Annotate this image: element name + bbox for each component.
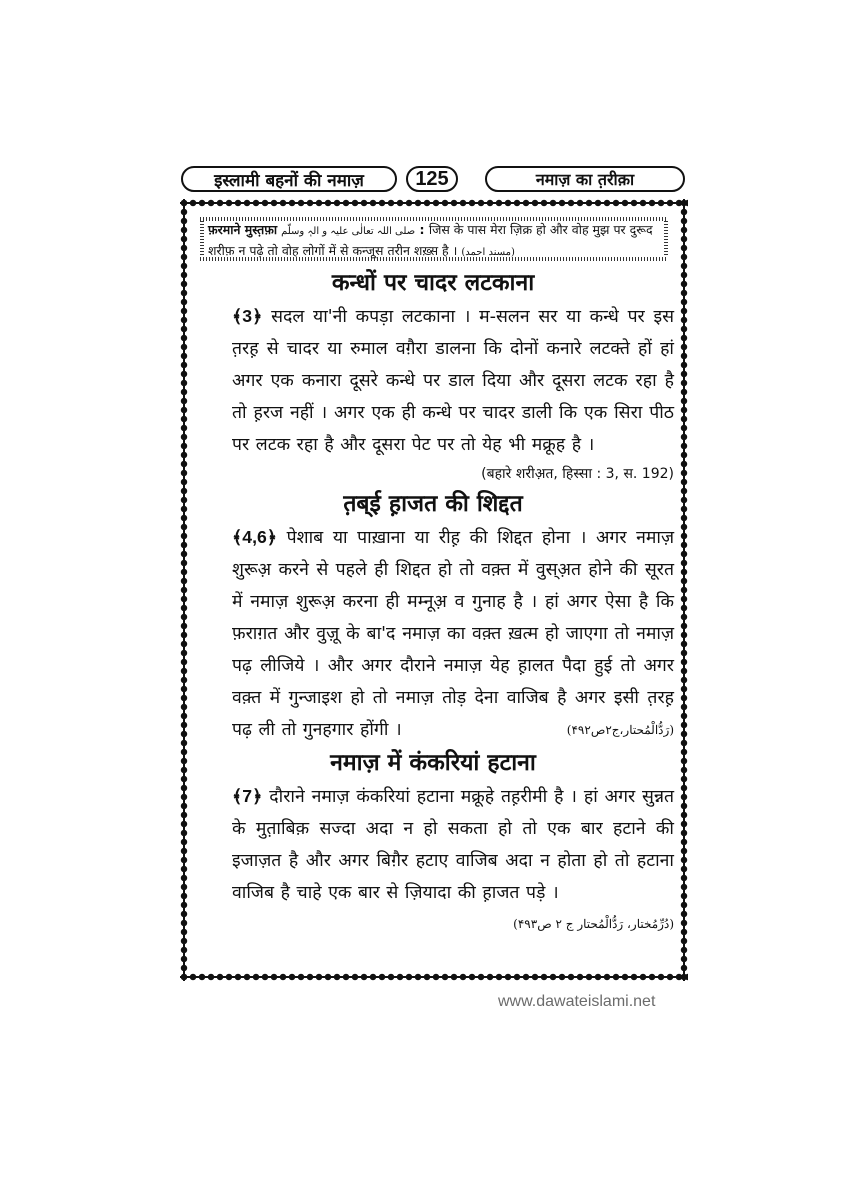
frame-bottom-border [180, 973, 688, 981]
section-paragraph [192, 300, 674, 461]
section-reference: (رَدُّالْمُحتار،ج۲ص۴۹۲) [566, 723, 674, 737]
item-marker: ﴾7﴿ [232, 786, 263, 806]
chapter-title-text: नमाज़ का त़रीक़ा [535, 170, 635, 189]
main-content [192, 266, 674, 939]
book-title-text: इस्लामी बहनों की नमाज़ [214, 170, 364, 191]
hadith-source: (مسند احمد) [461, 247, 515, 258]
section-reference: (बहारे शरीअ़त, हिस्सा : 3, स. 192) [481, 466, 674, 482]
hadith-text: जिस के पास मेरा ज़िक्र हो और वोह मुझ पर दुरूद शरीफ़ न पढ़े तो वोह लोगों में से कन्जूस तरीन शख़्स है । [208, 222, 653, 258]
chapter-title [485, 166, 685, 192]
hadith-label: फ़रमाने मुस्त़फ़ा [208, 222, 278, 237]
paragraph-text: पेशाब या पाख़ाना या रीह़ की शिद्दत होना । अगर नमाज़ शुरूअ़ करने से पहले ही शिद्दत हो तो वक़्त में वुस्अ़त होने की सूरत में नमाज़ शुरूअ़ करना ही मम्नूअ़ व गुनाह है । हां अगर ऐसा है कि फ़राग़त और वुज़ू के बा'द नमाज़ का वक़्त ख़त्म हो जाएगा तो नमाज़ पढ़ लीजिये । और अगर दौराने नमाज़ येह ह़ालत पैदा हुई तो अगर वक़्त में गुन्जाइश हो तो नमाज़ तोड़ देना वाजिब है अगर इसी त़रह़ पढ़ ली तो गुनहगार होंगी । [232, 528, 675, 740]
book-title [181, 166, 397, 192]
item-marker: ﴾3﴿ [232, 306, 263, 326]
frame-right-border [680, 199, 688, 981]
frame-top-border [180, 199, 688, 207]
paragraph-text: दौराने नमाज़ कंकरियां हटाना मक्रूहे तह़रीमी है । हां अगर सुन्नत के मुत़ाबिक़ सज्दा अदा न हो सकता हो तो एक बार हटाने की इजाज़त है और अगर बिग़ैर हटाए वाजिब अदा न होता हो तो हटाना वाजिब है चाहे एक बार से ज़ियादा की ह़ाजत पड़े । [232, 787, 674, 903]
section-heading: नमाज़ में कंकरियां हटाना [330, 750, 536, 776]
section-reference: (دُرِّمُختار، رَدُّالْمُحتار ج ۲ ص۴۹۳) [513, 917, 674, 931]
website-link[interactable]: www.dawateislami.net [498, 993, 656, 1010]
section-heading: त़ब्ई ह़ाजत की शिद्दत [343, 491, 523, 517]
salutation-arabic: صلی اللہ تعالٰی علیہ و الہٖ وسلّم [281, 226, 416, 237]
hadith-colon: : [415, 222, 429, 237]
frame-left-border [180, 199, 188, 981]
section-paragraph [192, 780, 674, 909]
item-marker: ﴾4,6﴿ [232, 527, 278, 547]
section-heading: कन्धों पर चादर लटकाना [331, 270, 535, 296]
page-number [406, 166, 458, 192]
paragraph-text: सदल या'नी कपड़ा लटकाना । म-सलन सर या कन्धे पर इस त़रह़ से चादर या रुमाल वग़ैरा डालना कि दोनों कनारे लटक्ते हों हां अगर एक कनारा दूसरे कन्धे पर डाल दिया और दूसरा लटक रहा है तो ह़रज नहीं । अगर एक ही कन्धे पर चादर डाली कि एक सिरा पीठ पर लटक रहा है और दूसरा पेट पर तो येह भी मक्रूह है । [232, 307, 675, 455]
hadith-box [195, 212, 673, 266]
page-number-text: 125 [415, 167, 449, 190]
section-paragraph [192, 521, 674, 746]
